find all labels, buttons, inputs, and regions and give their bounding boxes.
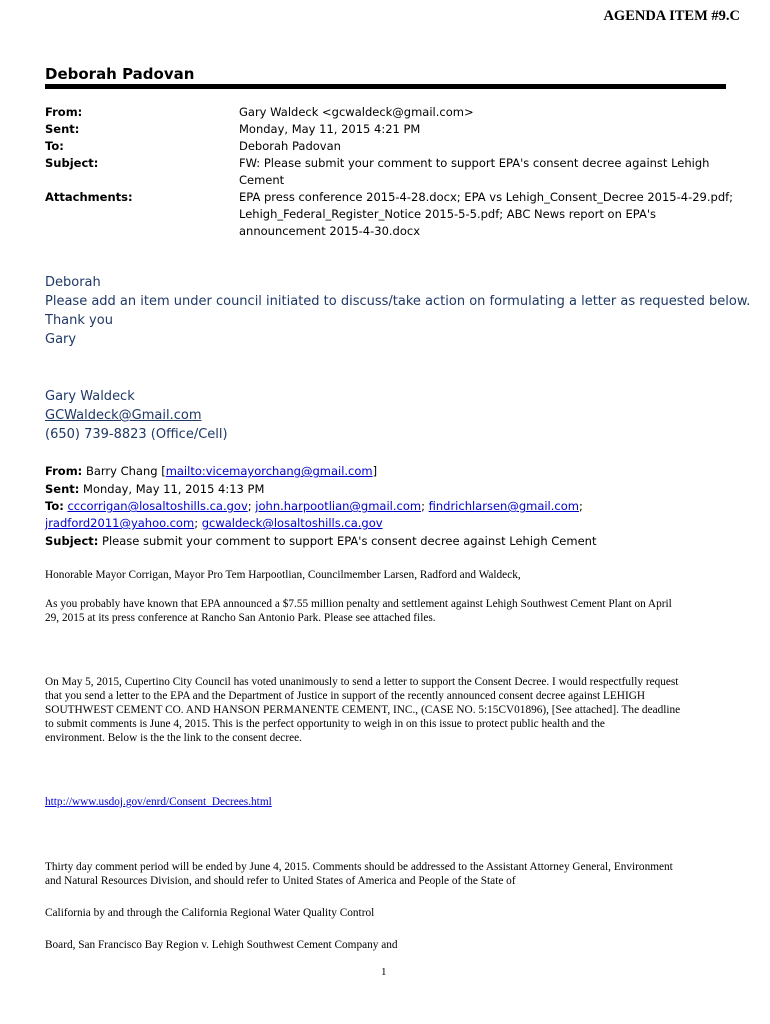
consent-decrees-link[interactable]: http://www.usdoj.gov/enrd/Consent_Decrees.html <box>45 796 272 808</box>
forwarded-to-row <box>45 499 583 513</box>
paragraph-line: On May 5, 2015, Cupertino City Council has voted unanimously to send a letter to support the Consent Decree. I would respectfully request <box>45 676 679 688</box>
attachment-list-line3[interactable]: announcement 2015-4-30.docx <box>239 224 421 238</box>
forwarded-from-row <box>45 464 377 478</box>
recipient-separator: ; <box>421 499 429 513</box>
paragraph-line: 29, 2015 at its press conference at Rancho San Antonio Park. Please see attached files. <box>45 612 436 624</box>
message-line: Thank you <box>45 313 113 328</box>
forwarded-to-label: To: <box>45 499 64 513</box>
forwarded-from-mailto-link[interactable]: mailto:vicemayorchang@gmail.com <box>165 464 373 478</box>
paragraph-line: Board, San Francisco Bay Region v. Lehigh Southwest Cement Company and <box>45 939 398 951</box>
recipient-separator: ; <box>578 499 583 513</box>
forwarded-from-label: From: <box>45 464 83 478</box>
paragraph-line: SOUTHWEST CEMENT CO. AND HANSON PERMANENTE CEMENT, INC., (CASE NO. 5:15CV01896), [See attached]. The deadline <box>45 704 681 716</box>
recipient-email-link[interactable]: gcwaldeck@losaltoshills.ca.gov <box>201 516 383 530</box>
forwarded-subject-row <box>45 534 596 548</box>
signature-name: Gary Waldeck <box>45 389 135 404</box>
recipient-separator: ; <box>194 516 202 530</box>
owner-name: Deborah Padovan <box>45 65 195 83</box>
message-line: Please add an item under council initiated to discuss/take action on formulating a letter as requested below. <box>45 294 751 309</box>
recipient-email-link[interactable]: findrichlarsen@gmail.com <box>428 499 579 513</box>
paragraph-line: that you send a letter to the EPA and the Department of Justice in support of the recently announced consent decree against LEHIGH <box>45 690 646 702</box>
forwarded-from-close: ] <box>372 464 378 478</box>
forwarded-sent-label: Sent: <box>45 482 80 496</box>
recipient-separator: ; <box>247 499 256 513</box>
signature-email-link[interactable]: GCWaldeck@Gmail.com <box>45 408 202 423</box>
paragraph-line: to submit comments is June 4, 2015. This is the perfect opportunity to weigh in on this issue to protect public health and the <box>45 718 605 730</box>
agenda-item-label: AGENDA ITEM #9.C <box>603 8 740 24</box>
paragraph-line: As you probably have known that EPA announced a $7.55 million penalty and settlement against Lehigh Southwest Cement Plant on April <box>45 598 672 610</box>
forwarded-from-name: Barry Chang [ <box>85 464 166 478</box>
subject-value-line1: FW: Please submit your comment to support EPA's consent decree against Lehigh <box>239 156 710 170</box>
page-number: 1 <box>381 966 387 978</box>
forwarded-sent-value: Monday, May 11, 2015 4:13 PM <box>83 482 265 496</box>
signature-phone: (650) 739-8823 (Office/Cell) <box>45 427 228 442</box>
paragraph-line: environment. Below is the the link to the consent decree. <box>45 732 302 744</box>
message-greeting: Deborah <box>45 275 101 290</box>
salutation: Honorable Mayor Corrigan, Mayor Pro Tem Harpootlian, Councilmember Larsen, Radford and Waldeck, <box>45 569 521 581</box>
attachment-list-line1[interactable]: EPA press conference 2015-4-28.docx; EPA vs Lehigh_Consent_Decree 2015-4-29.pdf; <box>239 190 734 204</box>
message-signoff: Gary <box>45 332 77 347</box>
header-divider <box>45 84 726 89</box>
paragraph-line: California by and through the California Regional Water Quality Control <box>45 907 375 919</box>
from-value: Gary Waldeck <gcwaldeck@gmail.com> <box>239 105 474 119</box>
attachment-list-line2[interactable]: Lehigh_Federal_Register_Notice 2015-5-5.pdf; ABC News report on EPA's <box>239 207 656 221</box>
forwarded-subject-value: Please submit your comment to support EPA's consent decree against Lehigh Cement <box>102 534 597 548</box>
subject-value-line2: Cement <box>239 173 285 187</box>
paragraph-line: Thirty day comment period will be ended by June 4, 2015. Comments should be addressed to the Assistant Attorney General, Environment <box>45 861 673 873</box>
forwarded-sent-row <box>45 482 264 496</box>
attachments-label: Attachments: <box>45 190 133 204</box>
recipient-email-link[interactable]: jradford2011@yahoo.com <box>45 516 195 530</box>
recipient-email-link[interactable]: john.harpootlian@gmail.com <box>255 499 422 513</box>
from-label: From: <box>45 105 83 119</box>
sent-value: Monday, May 11, 2015 4:21 PM <box>239 122 421 136</box>
recipient-email-link[interactable]: cccorrigan@losaltoshills.ca.gov <box>67 499 248 513</box>
paragraph-line: and Natural Resources Division, and should refer to United States of America and People of the State of <box>45 875 516 887</box>
forwarded-to-row-continued <box>45 516 383 530</box>
sent-label: Sent: <box>45 122 80 136</box>
to-label: To: <box>45 139 64 153</box>
forwarded-subject-label: Subject: <box>45 534 99 548</box>
subject-label: Subject: <box>45 156 99 170</box>
to-value: Deborah Padovan <box>239 139 341 153</box>
